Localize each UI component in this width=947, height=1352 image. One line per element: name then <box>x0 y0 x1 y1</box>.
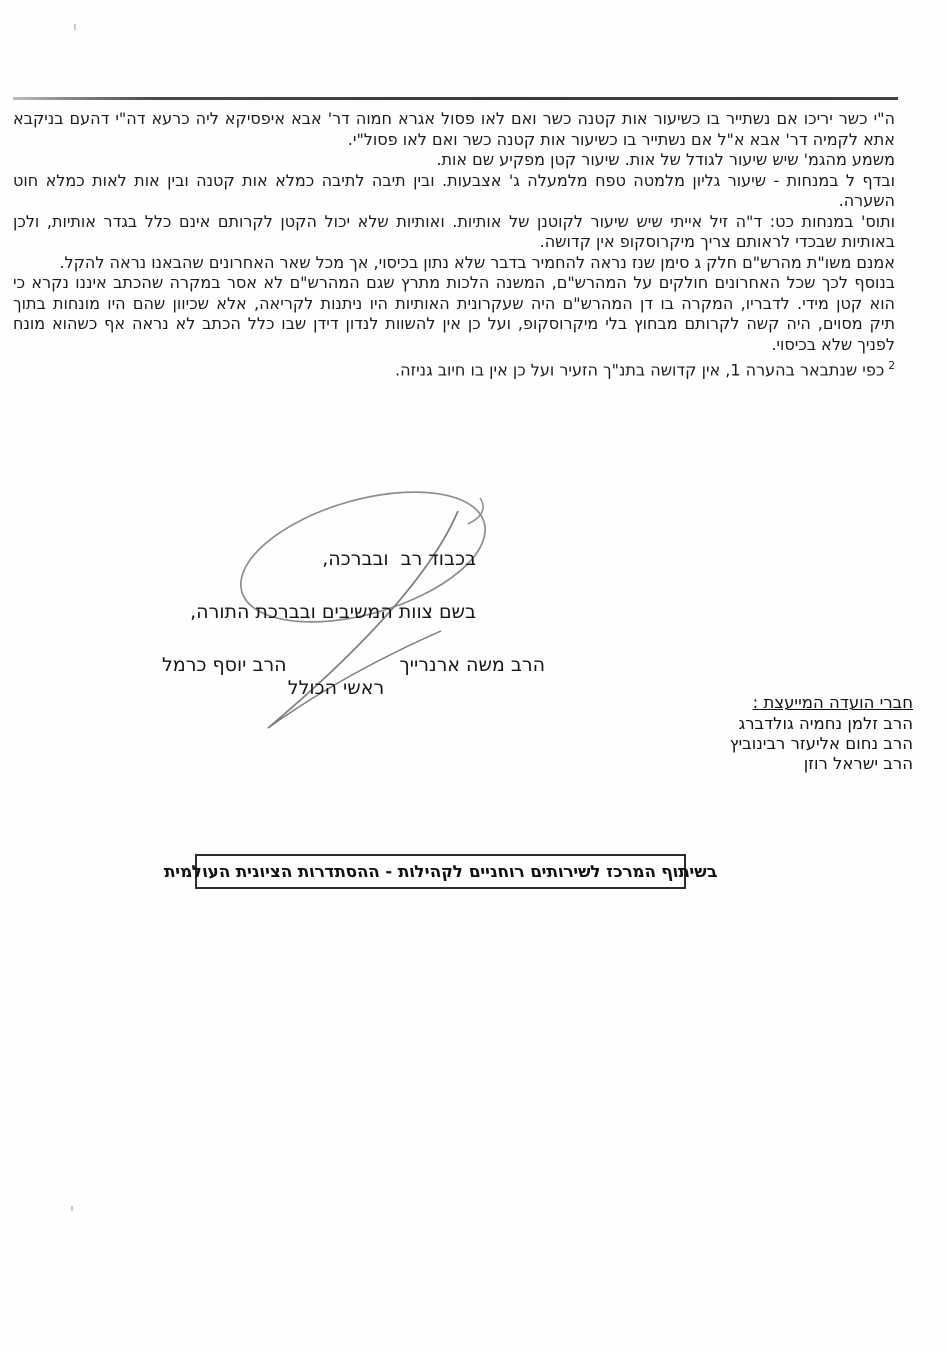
body-line: הוא קטן מידי. לדבריו, המקרה בו דן המהרש"ם היה שעקרונית האותיות היו ניתנות לקריאה, אלא שכיוון שהם היו מונחות בתוך <box>13 293 895 313</box>
team-blessing-line: בשם צוות המשיבים ובברכת התורה, <box>190 601 476 623</box>
committee-member: הרב זלמן נחמיה גולדברג <box>738 714 913 733</box>
body-text-block <box>13 109 895 381</box>
signer-name-left: הרב יוסף כרמל <box>162 654 287 676</box>
footnote-text: כפי שנתבאר בהערה 1, אין קדושה בתנ"ך הזעיר ועל כן אין בו חיוב גניזה. <box>395 360 885 380</box>
body-line: ובדף ל במנחות - שיעור גליון מלמטה טפח מלמעלה ג' אצבעות. ובין תיבה לתיבה כמלא אות קטנה ובין אות לאות כמלא חוט <box>13 170 895 190</box>
body-line: אמנם משו"ת מהרש"ם חלק ג סימן שנז נראה להחמיר בדבר שלא נתון בכיסוי, אך מכל שאר האחרונים שהבאנו נראה להקל. <box>59 252 895 272</box>
committee-member: הרב ישראל רוזן <box>803 754 913 773</box>
committee-member: הרב נחום אליעזר רבינוביץ <box>729 734 913 753</box>
body-line: ה"י כשר יריכו אם נשתייר בו כשיעור אות קטנה כשר ואם לאו פסול אגרא חמוה דר' אבא איפסיקא ליה כרעא דה"י דהעם בניקבא <box>13 109 895 128</box>
partnership-banner-text: בשיתוף המרכז לשירותים רוחניים לקהילות - ההסתדרות הציונית העולמית <box>162 862 719 881</box>
footnote-marker: 2 <box>888 360 895 372</box>
scan-speck <box>71 1206 73 1211</box>
signers-title: ראשי הכולל <box>287 677 385 699</box>
signers-row <box>162 654 545 676</box>
body-line: אתא לקמיה דר' אבא א"ל אם נשתייר בו כשיעור אות קטנה כשר ואם לאו פסול"י. <box>347 129 895 149</box>
footnote <box>13 356 895 381</box>
signer-name-right: הרב משה ארנרייך <box>399 654 545 676</box>
advisory-committee-list <box>730 693 913 774</box>
body-line: תיק מסוים, היה קשה לקרותם מבחוץ בלי מיקרוסקופ, ועל כן אין להשוות לנדון דידן שבו כלל הכתב לא נראה אף כשהוא מונח <box>13 314 895 333</box>
body-line: השערה. <box>838 191 895 210</box>
body-line: משמע מהגמ' שיש שיעור לגודל של אות. שיעור קטן מפקיע שם אות. <box>436 150 895 169</box>
salutation-line: בכבוד רב ובברכה, <box>322 548 476 570</box>
body-line: ותוס' במנחות כט: ד"ה זיל אייתי שיש שיעור לקוטנן של אותיות. ואותיות שלא יכול הקטן לקרותם אינם כלל בגדר אותיות, ולכן <box>13 211 895 231</box>
body-line: באותיות שבכדי לראותם צריך מיקרוסקופ אין קדושה. <box>539 232 895 251</box>
scan-speck <box>74 24 76 30</box>
body-line: לפניך שלא בכיסוי. <box>771 334 895 354</box>
body-line: בנוסף לכך שכל האחרונים חולקים על המהרש"ם, המשנה הלכות מתרץ שגם המהרש"ם לא אסר במקרה שהכתב איננו נקרא כי <box>13 273 895 292</box>
horizontal-divider <box>13 97 898 100</box>
partnership-banner <box>162 854 719 889</box>
committee-header: חברי הועדה המייעצת : <box>752 693 913 712</box>
